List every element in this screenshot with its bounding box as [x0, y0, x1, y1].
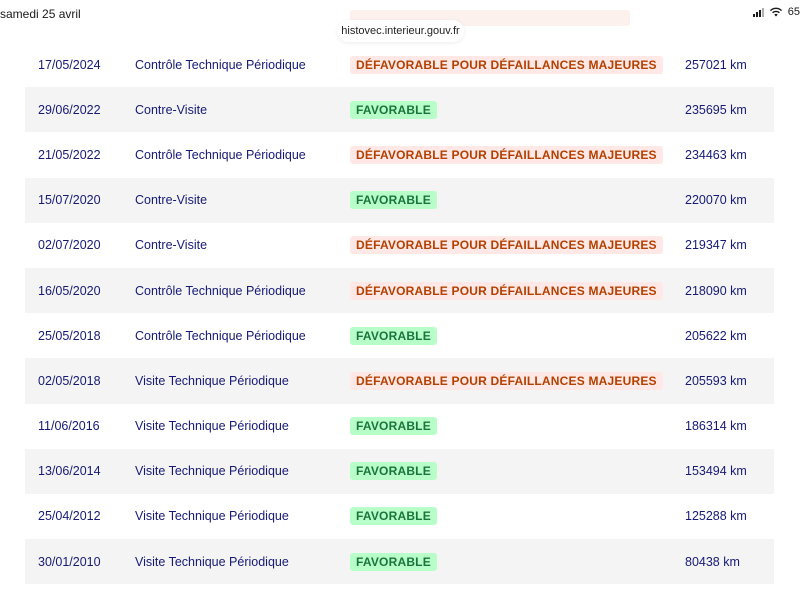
inspection-history-table	[25, 42, 774, 584]
inspection-type: Contrôle Technique Périodique	[135, 283, 306, 298]
inspection-result-cell	[350, 417, 437, 435]
favorable-badge: FAVORABLE	[350, 327, 437, 345]
inspection-type: Visite Technique Périodique	[135, 464, 289, 479]
odometer-reading: 218090 km	[685, 283, 747, 298]
favorable-badge: FAVORABLE	[350, 191, 437, 209]
table-row	[25, 268, 774, 313]
inspection-result-cell	[350, 191, 437, 209]
favorable-badge: FAVORABLE	[350, 553, 437, 571]
inspection-result-cell	[350, 553, 437, 571]
inspection-date: 21/05/2022	[38, 147, 101, 162]
inspection-date: 13/06/2014	[38, 464, 101, 479]
table-row	[25, 132, 774, 177]
odometer-reading: 235695 km	[685, 102, 747, 117]
odometer-reading: 257021 km	[685, 57, 747, 72]
table-row	[25, 42, 774, 87]
table-row	[25, 313, 774, 358]
favorable-badge: FAVORABLE	[350, 417, 437, 435]
inspection-type: Visite Technique Périodique	[135, 419, 289, 434]
inspection-result-cell	[350, 327, 437, 345]
odometer-reading: 205622 km	[685, 328, 747, 343]
table-row	[25, 539, 774, 584]
inspection-date: 30/01/2010	[38, 554, 101, 569]
inspection-type: Visite Technique Périodique	[135, 373, 289, 388]
favorable-badge: FAVORABLE	[350, 507, 437, 525]
inspection-type: Contre-Visite	[135, 102, 208, 117]
inspection-result-cell	[350, 372, 663, 390]
favorable-badge: FAVORABLE	[350, 101, 437, 119]
inspection-result-cell	[350, 462, 437, 480]
table-row	[25, 87, 774, 132]
inspection-date: 17/05/2024	[38, 57, 101, 72]
odometer-reading: 80438 km	[685, 554, 740, 569]
odometer-reading: 234463 km	[685, 147, 747, 162]
battery-percentage: 65	[787, 6, 800, 18]
inspection-type: Visite Technique Périodique	[135, 509, 289, 524]
defavorable-badge: DÉFAVORABLE POUR DÉFAILLANCES MAJEURES	[350, 282, 663, 300]
inspection-result-cell	[350, 282, 663, 300]
inspection-date: 29/06/2022	[38, 102, 101, 117]
defavorable-badge: DÉFAVORABLE POUR DÉFAILLANCES MAJEURES	[350, 146, 663, 164]
defavorable-badge: DÉFAVORABLE POUR DÉFAILLANCES MAJEURES	[350, 372, 663, 390]
inspection-type: Contrôle Technique Périodique	[135, 328, 306, 343]
table-row	[25, 223, 774, 268]
odometer-reading: 219347 km	[685, 238, 747, 253]
inspection-result-cell	[350, 146, 663, 164]
defavorable-badge: DÉFAVORABLE POUR DÉFAILLANCES MAJEURES	[350, 236, 663, 254]
table-row	[25, 358, 774, 403]
url-bar[interactable]	[337, 20, 464, 42]
inspection-date: 25/04/2012	[38, 509, 101, 524]
inspection-date: 15/07/2020	[38, 193, 101, 208]
inspection-type: Contrôle Technique Périodique	[135, 147, 306, 162]
odometer-reading: 220070 km	[685, 193, 747, 208]
inspection-date: 02/07/2020	[38, 238, 101, 253]
status-time: samedi 25 avril	[0, 7, 81, 21]
inspection-type: Contrôle Technique Périodique	[135, 57, 306, 72]
defavorable-badge: DÉFAVORABLE POUR DÉFAILLANCES MAJEURES	[350, 56, 663, 74]
inspection-result-cell	[350, 101, 437, 119]
odometer-reading: 205593 km	[685, 373, 747, 388]
table-row	[25, 178, 774, 223]
table-row	[25, 404, 774, 449]
inspection-type: Contre-Visite	[135, 238, 208, 253]
inspection-type: Visite Technique Périodique	[135, 554, 289, 569]
table-row	[25, 494, 774, 539]
inspection-date: 25/05/2018	[38, 328, 101, 343]
odometer-reading: 153494 km	[685, 464, 747, 479]
favorable-badge: FAVORABLE	[350, 462, 437, 480]
url-text: histovec.interieur.gouv.fr	[341, 25, 460, 37]
inspection-date: 11/06/2016	[38, 419, 100, 434]
inspection-type: Contre-Visite	[135, 193, 208, 208]
inspection-date: 02/05/2018	[38, 373, 101, 388]
inspection-date: 16/05/2020	[38, 283, 101, 298]
inspection-result-cell	[350, 56, 663, 74]
table-row	[25, 449, 774, 494]
odometer-reading: 125288 km	[685, 509, 747, 524]
inspection-result-cell	[350, 236, 663, 254]
odometer-reading: 186314 km	[685, 419, 747, 434]
inspection-result-cell	[350, 507, 437, 525]
